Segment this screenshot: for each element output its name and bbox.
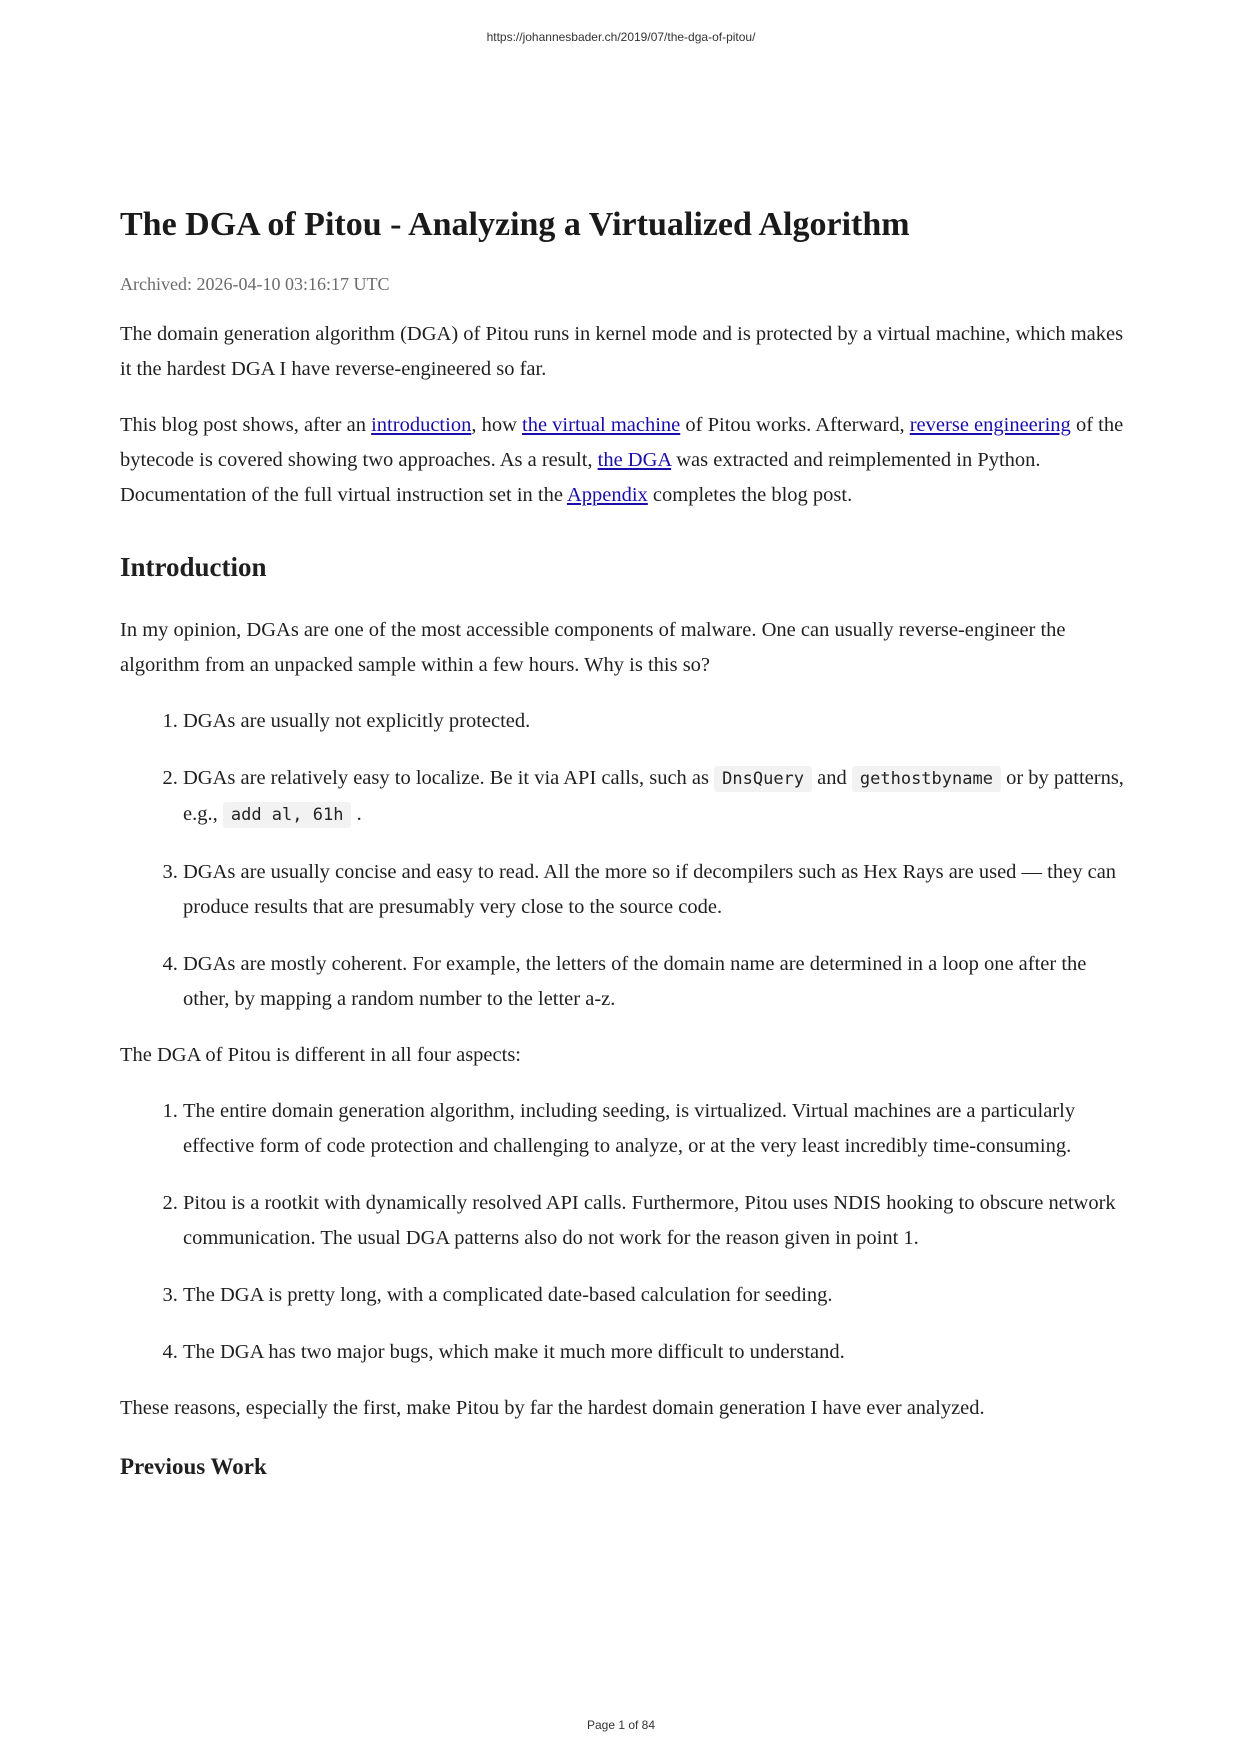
list-item: 2. Pitou is a rootkit with dynamically resolved API calls. Furthermore, Pitou uses NDIS hooking to obscure network communication. The usual DGA patterns also do not work for the reason given in point 1. [183,1186,1130,1256]
overview-text: of Pitou works. Afterward, [680,413,910,436]
list-item-text: . [351,802,362,825]
link-virtual-machine[interactable]: the virtual machine [522,413,681,436]
article-content [120,205,1130,1481]
list-item-text: DGAs are relatively easy to localize. Be it via API calls, such as [183,766,715,789]
overview-paragraph [120,408,1130,513]
list-item: 1. DGAs are usually not explicitly protected. [183,704,1130,739]
article-title: The DGA of Pitou - Analyzing a Virtualized Algorithm [120,206,910,243]
introduction-paragraph-1: In my opinion, DGAs are one of the most accessible components of malware. One can usually reverse-engineer the algorithm from an unpacked sample within a few hours. Why is this so? [120,618,1066,676]
intro-paragraph: The domain generation algorithm (DGA) of Pitou runs in kernel mode and is protected by a virtual machine, which makes it the hardest DGA I have reverse-engineered so far. [120,322,1124,380]
code-gethostbyname: gethostbyname [852,766,1001,792]
link-appendix[interactable]: Appendix [566,483,648,506]
link-reverse-engineering[interactable]: reverse engineering [909,413,1071,436]
heading-introduction: Introduction [120,551,267,582]
introduction-paragraph-2: The DGA of Pitou is different in all four aspects: [120,1043,522,1066]
page-url-header: https://johannesbader.ch/2019/07/the-dga-of-pitou/ [486,30,756,44]
heading-previous-work: Previous Work [120,1453,267,1479]
introduction-paragraph-3: These reasons, especially the first, make Pitou by far the hardest domain generation I have ever analyzed. [120,1396,985,1419]
code-dnsquery: DnsQuery [714,766,812,792]
archived-timestamp: Archived: 2026-04-10 03:16:17 UTC [120,273,390,294]
code-add-al: add al, 61h [223,802,352,828]
link-introduction[interactable]: introduction [371,413,472,436]
list-item: 4. The DGA has two major bugs, which make it much more difficult to understand. [183,1335,1130,1370]
overview-text: completes the blog post. [647,483,853,506]
overview-text: was extracted and reimplemented in Python. Documentation of the full virtual instruction set in the [120,448,1041,506]
list-item: 4. DGAs are mostly coherent. For example, the letters of the domain name are determined in a loop one after the other, by mapping a random number to the letter a-z. [183,947,1130,1017]
list-item: 1. The entire domain generation algorithm, including seeding, is virtualized. Virtual machines are a particularly effective form of code protection and challenging to analyze, or at the very least incredibly time-consuming. [183,1094,1130,1164]
list-item-text: and [812,766,852,789]
page-number: Page 1 of 84 [586,1718,656,1732]
overview-text: of the bytecode is covered showing two approaches. As a result, [120,413,1124,471]
dga-characteristics-list [120,704,1130,1017]
overview-text: This blog post shows, after an [120,413,372,436]
pitou-differences-list [120,1094,1130,1370]
list-item [183,761,1130,833]
list-item: 3. The DGA is pretty long, with a complicated date-based calculation for seeding. [183,1278,1130,1313]
list-item-text: or by patterns, e.g., [183,766,1124,825]
list-item: 3. DGAs are usually concise and easy to read. All the more so if decompilers such as Hex Rays are used — they can produce results that are presumably very close to the source code. [183,855,1130,925]
overview-text: , how [471,413,523,436]
link-the-dga[interactable]: the DGA [597,448,672,471]
